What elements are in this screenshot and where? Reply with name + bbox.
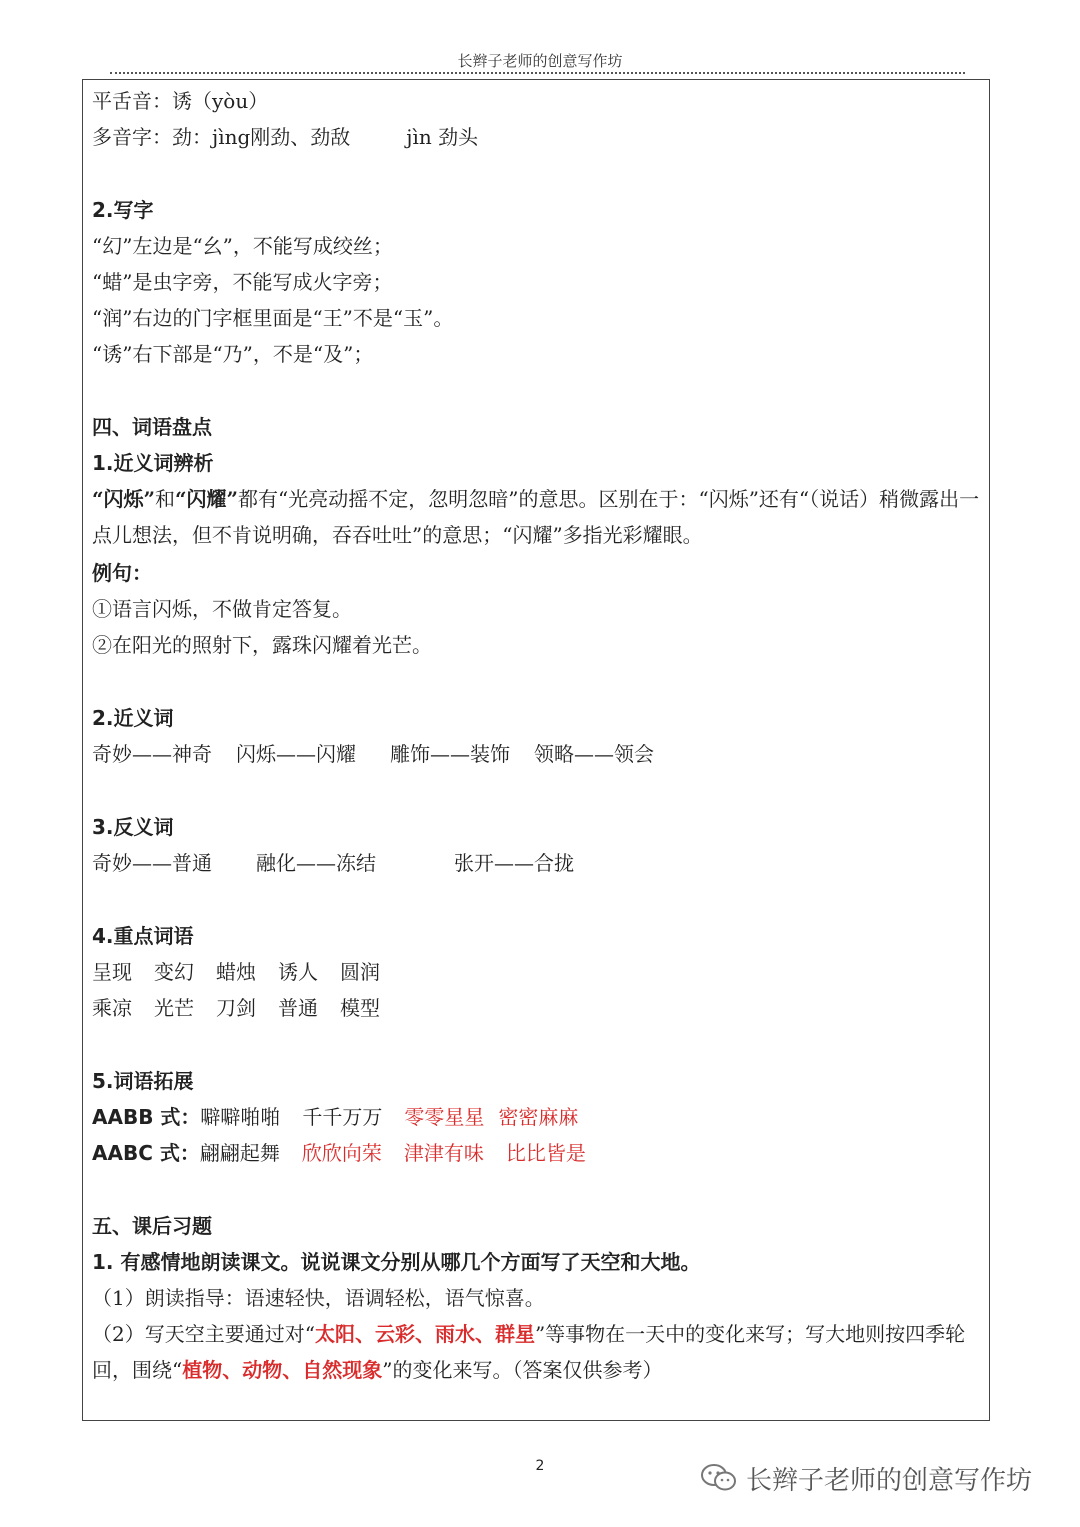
answer-2-red-2: 植物、动物、自然现象: [182, 1358, 383, 1382]
header-divider: [110, 72, 965, 74]
question-1: 1. 有感情地朗读课文。说说课文分别从哪几个方面写了天空和大地。: [92, 1250, 701, 1274]
section5-title: 五、课后习题: [92, 1214, 212, 1238]
zhongdian-word: 变幻: [154, 960, 194, 984]
watermark-text: 长辫子老师的创意写作坊: [746, 1466, 1033, 1496]
jinyi-item: 奇妙——神奇: [92, 742, 212, 766]
jinyi-bianxi-title: 1.近义词辨析: [92, 451, 214, 475]
bianxi-text: 都有“光亮动摇不定，忽明忽暗”的意思。区别在于：“闪烁”还有“（说话）稍微露出一点儿想法，但不肯说明确，吞吞吐吐”的意思；“闪耀”多指光彩耀眼。: [92, 487, 980, 547]
word-shanyao: “闪耀”: [175, 487, 239, 511]
pingshe-line: 平舌音：诱（yòu）: [92, 89, 269, 113]
aabb-word-red: 零零星星: [404, 1105, 485, 1129]
zhongdian-row-1: [92, 957, 380, 987]
fanyi-item: 张开——合拢: [454, 851, 574, 875]
aabc-word-red: 比比皆是: [505, 1141, 586, 1165]
wechat-icon: [700, 1462, 738, 1501]
watermark: [700, 1460, 1032, 1501]
fanyi-item: 奇妙——普通: [92, 851, 212, 875]
zhongdian-word: 光芒: [154, 996, 194, 1020]
zhongdian-word: 模型: [340, 996, 380, 1020]
zhongdian-word: 诱人: [278, 960, 318, 984]
zhongdian-title: 4.重点词语: [92, 924, 194, 948]
aabb-label: AABB 式：: [92, 1105, 201, 1129]
aabc-word-red: 欣欣向荣: [301, 1141, 382, 1165]
aabc-word-red: 津津有味: [403, 1141, 484, 1165]
answer-2-red-1: 太阳、云彩、雨水、群星: [314, 1322, 535, 1346]
answer-2-part-2: ”等事物在一天中的变化来写；写大地则按四季轮回，围绕“: [92, 1322, 966, 1382]
aabc-word: 翩翩起舞: [199, 1141, 280, 1165]
word-shanshuo: “闪烁”: [92, 487, 156, 511]
xiezi-line-4: “诱”右下部是“乃”，不是“及”；: [92, 342, 374, 366]
aabb-line: [92, 1102, 578, 1132]
example-label: 例句：: [92, 561, 152, 585]
jinyi-title: 2.近义词: [92, 706, 174, 730]
answer-1: （1）朗读指导：语速轻快，语调轻松，语气惊喜。: [92, 1286, 545, 1310]
aabc-label: AABC 式：: [92, 1141, 200, 1165]
zhongdian-word: 乘凉: [92, 996, 132, 1020]
aabc-line: [92, 1138, 586, 1168]
duoyin-label: 多音字：劲：: [92, 125, 212, 149]
jinyi-bianxi-paragraph: [92, 481, 984, 553]
zhongdian-word: 普通: [278, 996, 318, 1020]
answer-2: [92, 1316, 984, 1388]
example-1: ①语言闪烁，不做肯定答复。: [92, 597, 352, 621]
aabb-word: 千千万万: [302, 1105, 383, 1129]
zhongdian-word: 蜡烛: [216, 960, 256, 984]
jinyi-item: 雕饰——装饰: [390, 742, 510, 766]
zhongdian-word: 呈现: [92, 960, 132, 984]
zhongdian-word: 刀剑: [216, 996, 256, 1020]
jinyi-list: [92, 739, 654, 769]
fanyi-item: 融化——冻结: [256, 851, 376, 875]
word-and: 和: [155, 487, 176, 511]
page-number: 2: [535, 1458, 545, 1474]
jinyi-item: 领略——领会: [534, 742, 654, 766]
xiezi-title: 2.写字: [92, 198, 154, 222]
zhongdian-word: 圆润: [340, 960, 380, 984]
xiezi-line-3: “润”右边的门字框里面是“王”不是“玉”。: [92, 306, 454, 330]
zhongdian-row-2: [92, 993, 380, 1023]
duoyin-reading-1: jìng刚劲、劲敌: [212, 125, 351, 149]
fanyi-title: 3.反义词: [92, 815, 174, 839]
duoyin-line: [92, 122, 478, 152]
duoyin-reading-2: jìn 劲头: [406, 125, 479, 149]
tuozhan-title: 5.词语拓展: [92, 1069, 194, 1093]
page-header-title: 长辫子老师的创意写作坊: [457, 52, 623, 70]
xiezi-line-1: “幻”左边是“幺”，不能写成绞丝；: [92, 234, 393, 258]
fanyi-list: [92, 848, 574, 878]
xiezi-line-2: “蜡”是虫字旁，不能写成火字旁；: [92, 270, 393, 294]
aabb-word: 噼噼啪啪: [200, 1105, 281, 1129]
jinyi-item: 闪烁——闪耀: [236, 742, 356, 766]
answer-2-part-1: （2）写天空主要通过对“: [92, 1322, 315, 1346]
answer-2-part-3: ”的变化来写。（答案仅供参考）: [382, 1358, 663, 1382]
section4-title: 四、词语盘点: [92, 415, 212, 439]
aabb-word-red: 密密麻麻: [498, 1105, 579, 1129]
example-2: ②在阳光的照射下，露珠闪耀着光芒。: [92, 633, 432, 657]
